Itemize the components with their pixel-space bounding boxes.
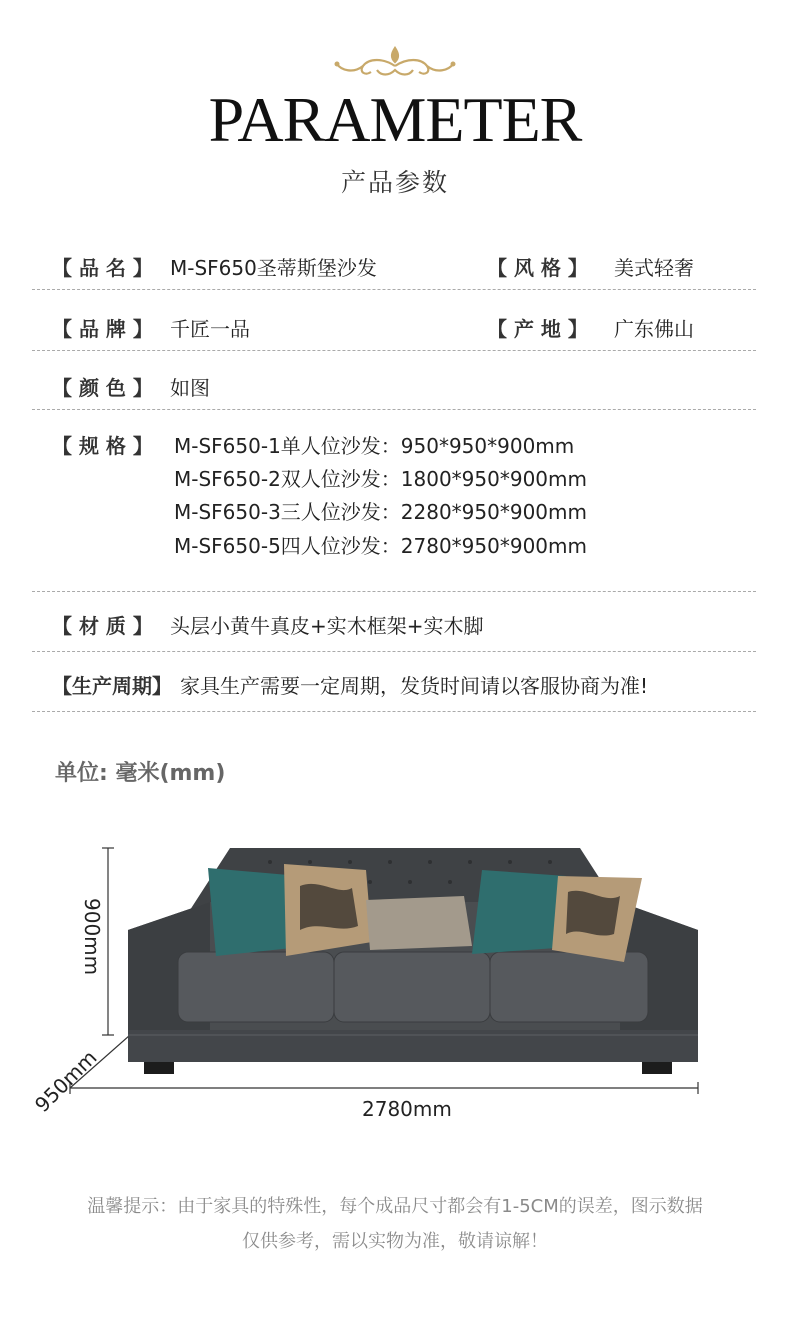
note-line-1: 温馨提示：由于家具的特殊性，每个成品尺寸都会有1-5CM的误差，图示数据 <box>87 1196 703 1217</box>
brand-label: 【 品 牌 】 <box>52 317 153 341</box>
cycle-value: 家具生产需要一定周期，发货时间请以客服协商为准! <box>180 674 649 698</box>
param-row-material <box>32 592 756 652</box>
page-subtitle: 产品参数 <box>340 168 449 197</box>
note-line-2: 仅供参考，需以实物为准，敬请谅解！ <box>242 1231 548 1252</box>
param-row-cycle <box>32 652 756 712</box>
spec-line: M-SF650-5四人位沙发：2780*950*900mm <box>174 534 587 558</box>
cycle-label: 【生产周期】 <box>52 674 172 698</box>
param-row-spec <box>32 410 756 592</box>
param-row-brand <box>32 290 756 351</box>
color-label: 【 颜 色 】 <box>52 376 153 400</box>
gold-ornament-icon <box>333 44 457 80</box>
param-row-name <box>32 232 756 290</box>
origin-label: 【 产 地 】 <box>487 317 588 341</box>
page-title: PARAMETER <box>208 84 582 155</box>
material-label: 【 材 质 】 <box>52 614 153 638</box>
width-dimension: 2780mm <box>362 1097 452 1121</box>
material-value: 头层小黄牛真皮+实木框架+实木脚 <box>170 614 484 638</box>
spec-line: M-SF650-2双人位沙发：1800*950*900mm <box>174 467 587 491</box>
sofa-image <box>20 830 720 1100</box>
origin-value: 广东佛山 <box>614 317 694 341</box>
brand-value: 千匠一品 <box>170 317 250 341</box>
spec-line: M-SF650-1单人位沙发：950*950*900mm <box>174 434 575 458</box>
name-label: 【 品 名 】 <box>52 256 153 280</box>
param-row-color <box>32 351 756 410</box>
spec-label: 【 规 格 】 <box>52 434 153 458</box>
spec-line: M-SF650-3三人位沙发：2280*950*900mm <box>174 500 587 524</box>
depth-dimension: 950mm <box>30 1045 102 1117</box>
color-value: 如图 <box>170 376 210 400</box>
height-dimension: 900mm <box>80 898 104 976</box>
name-value: M-SF650圣蒂斯堡沙发 <box>170 256 377 280</box>
unit-label: 单位: 毫米(mm) <box>55 761 226 786</box>
style-value: 美式轻奢 <box>614 256 694 280</box>
style-label: 【 风 格 】 <box>487 256 588 280</box>
